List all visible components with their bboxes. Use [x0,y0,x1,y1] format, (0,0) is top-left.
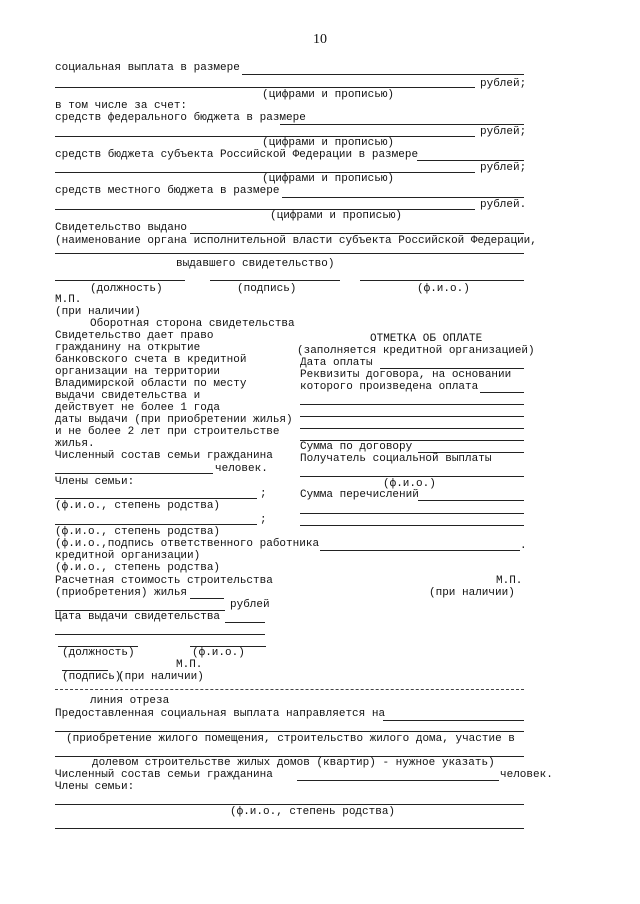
family-size-line [297,780,499,781]
fio-kin-note: (ф.и.о., степень родства) [55,526,221,538]
semicolon: ; [260,514,267,526]
region-budget-label: средств бюджета субъекта Российской Федерации в размере [55,149,419,161]
cut-line [55,689,524,690]
stamp-label: М.П. [176,659,203,671]
semicolon: ; [260,488,267,500]
contract-sum-label: Сумма по договору [300,441,413,453]
fio-kin-note: (ф.и.о., степень родства) [55,500,221,512]
member-line [55,524,257,525]
purpose-note-2: долевом строительстве жилых домов (квартир) - нужное указать) [92,757,495,769]
member-line-2 [55,828,524,829]
transfer-sum-line [418,500,524,501]
officer-line [320,550,520,551]
local-budget-label: средств местного бюджета в размере [55,185,280,197]
recipient-line [300,476,524,477]
persons-label: человек. [500,769,553,781]
member-line [55,804,524,805]
requisites-label: Реквизиты договора, на основании [300,369,512,381]
if-any-note: (при наличии) [55,306,141,318]
if-any-note: (при наличии) [429,587,515,599]
rubles-label: рублей; [480,162,527,174]
issuer-line [55,253,524,254]
estimated-cost-label: Расчетная стоимость строительства [55,575,273,587]
period: . [520,540,527,552]
issue-date-line-2 [55,634,265,635]
cut-line-label: линия отреза [90,695,170,707]
back-text-line: Владимирской области по месту [55,378,247,390]
region-budget-line [417,160,524,161]
payment-mark-subtitle: (заполняется кредитной организацией) [297,345,535,357]
recipient-label: Получатель социальной выплаты [300,453,492,465]
recipient-fio-note: (ф.и.о.) [383,478,436,490]
signature-line [210,280,340,281]
requisites-line [300,428,524,429]
back-text-line: жилья. [55,438,95,450]
digits-words-note: (цифрами и прописью) [270,210,403,222]
back-text-line: даты выдачи (при приобретении жилья) [55,414,293,426]
back-text-line: выдачи свидетельства и [55,390,201,402]
stamp-label: М.П. [496,575,523,587]
payment-mark-title: ОТМЕТКА ОБ ОПЛАТЕ [370,333,483,345]
social-payment-label: социальная выплата в размере [55,62,240,74]
purpose-line [55,731,524,732]
including-label: в том числе за счет: [55,100,188,112]
persons-label: человек. [215,463,268,475]
fio-signature-note: (ф.и.о.,подпись ответственного работника [55,538,320,550]
members-label: Члены семьи: [55,476,135,488]
family-size-line [55,473,213,474]
fio-kin-note: (ф.и.о., степень родства) [55,562,221,574]
requisites-line [300,404,524,405]
digits-words-note: (цифрами и прописью) [262,137,395,149]
back-text-line: действует не более 1 года [55,402,221,414]
rubles-label: рублей; [480,126,527,138]
directed-label: Предоставленная социальная выплата направляется на [55,708,386,720]
signature-note: (подпись) [237,283,297,295]
page-number: 10 [313,32,327,47]
purpose-note: (приобретение жилого помещения, строительство жилого дома, участие в [66,733,515,745]
social-payment-line [242,74,524,75]
digits-words-note: (цифрами и прописью) [262,89,395,101]
requisites-line [480,392,524,393]
back-text-line: банковского счета в кредитной [55,354,247,366]
transfer-line [300,513,524,514]
fio-kin-note: (ф.и.о., степень родства) [230,806,396,818]
position-note: (должность) [62,647,135,659]
back-text-line: и не более 2 лет при строительстве [55,426,280,438]
local-budget-line [282,197,524,198]
issued-by-line [190,233,524,234]
family-size-label: Численный состав семьи гражданина [55,769,273,781]
position-line [55,280,185,281]
family-size-label: Численный состав семьи гражданина [55,450,273,462]
issue-date-label: Цата выдачи свидетельства [55,611,221,623]
back-text-line: гражданину на открытие [55,342,201,354]
if-any-note: (при наличии) [118,671,204,683]
stamp-label: М.П. [55,294,82,306]
acquisition-label: (приобретения) жилья [55,587,188,599]
issuer-note: выдавшего свидетельство) [176,258,335,270]
pay-date-label: Дата оплаты [300,357,373,369]
credit-org-note: кредитной организации) [55,550,201,562]
directed-line [383,720,524,721]
position-note: (должность) [90,283,163,295]
back-text-line: Свидетельство дает право [55,330,214,342]
cost-line [190,598,224,599]
fio-line [360,280,524,281]
transfer-sum-label: Сумма перечислений [300,489,419,501]
member-line [55,498,257,499]
issue-date-line [225,622,265,623]
local-budget-line-2 [55,209,475,210]
federal-budget-line [280,124,524,125]
fio-note: (ф.и.о.) [192,647,245,659]
back-side-title: Оборотная сторона свидетельства [90,318,295,330]
social-payment-line-2 [55,87,475,88]
rubles-label: рублей [230,599,270,611]
members-label: Члены семьи: [55,781,135,793]
requisites-line [300,416,524,417]
rubles-end-label: рублей. [480,199,527,211]
rubles-label: рублей; [480,78,527,90]
digits-words-note: (цифрами и прописью) [262,173,395,185]
issued-by-label: Свидетельство выдано [55,222,188,234]
org-name-note: (наименование органа исполнительной власти субъекта Российской Федерации, [55,235,537,247]
fio-note: (ф.и.о.) [417,283,470,295]
signature-note: (подпись) [62,671,122,683]
transfer-line [300,525,524,526]
back-text-line: организации на территории [55,366,221,378]
federal-budget-label: средств федерального бюджета в размере [55,112,306,124]
requisites-label-2: которого произведена оплата [300,381,479,393]
